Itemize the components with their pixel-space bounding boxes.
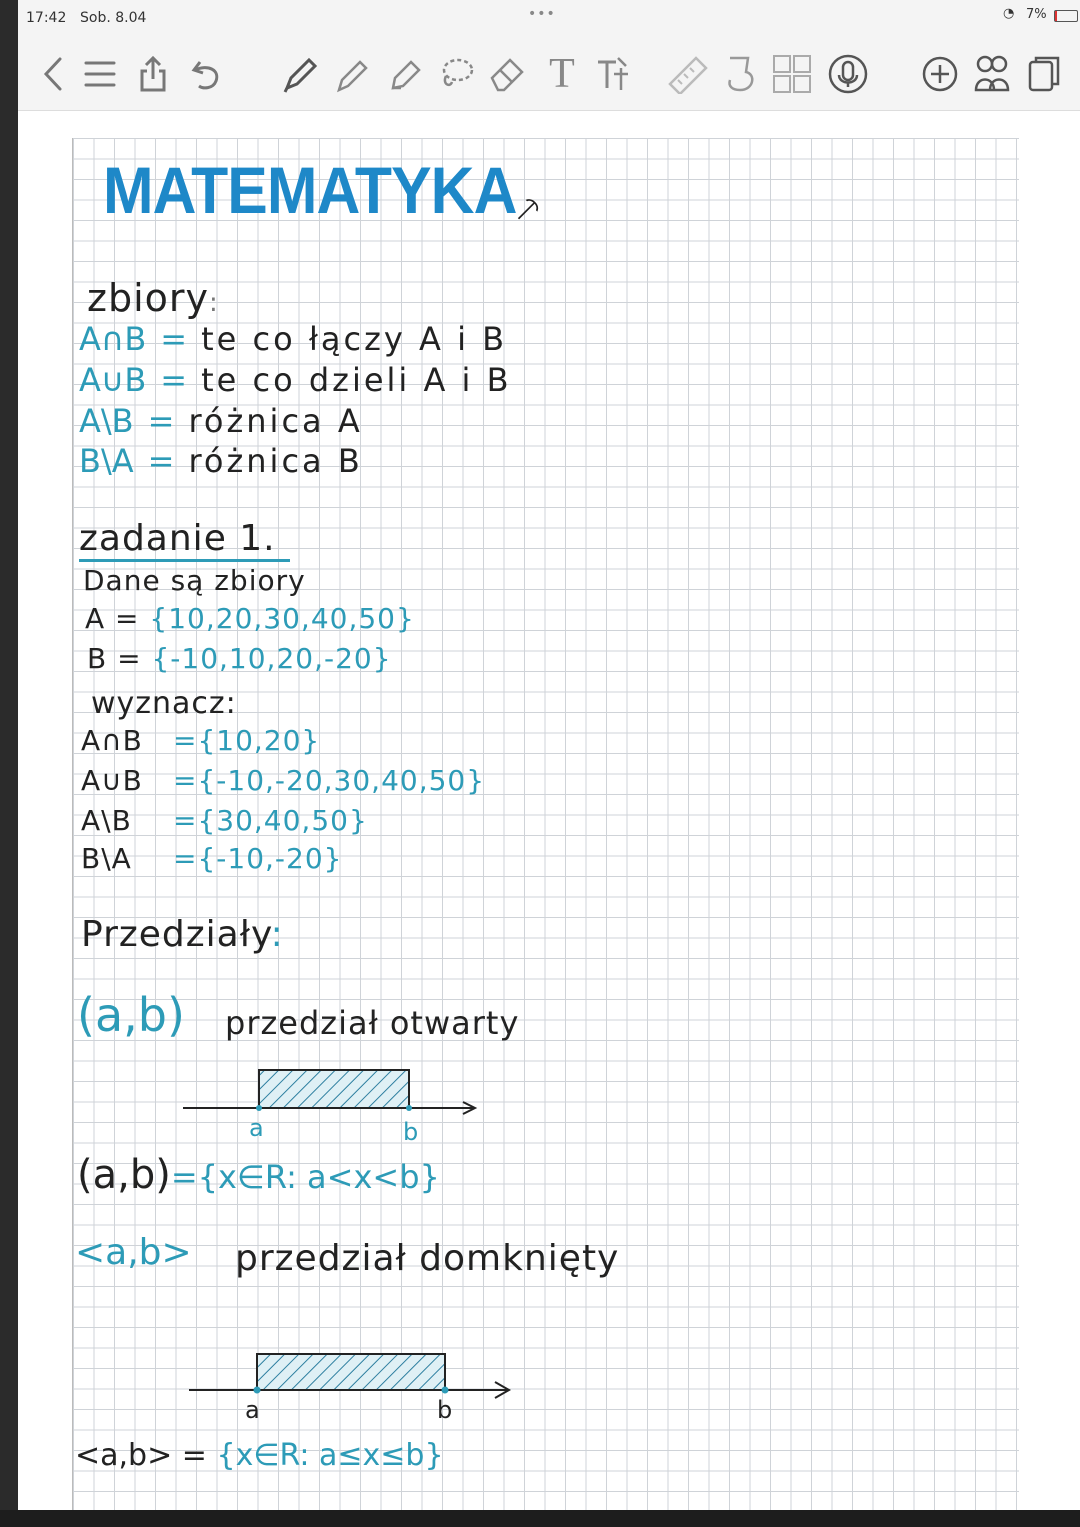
open-interval-label: przedział otwarty [225,1004,520,1042]
battery-percent: 7% [1026,7,1047,22]
task-heading: zadanie 1. [79,518,290,562]
closed-axis-label-a: a [245,1396,260,1424]
text-icon[interactable]: T [549,51,575,97]
device-frame-bottom [0,1510,1080,1527]
answer-difference-b: B\A ={-10,-20} [81,842,343,875]
ruler-icon[interactable] [666,52,710,96]
open-interval-notation: (a,b) [77,988,185,1042]
battery-icon [1054,10,1078,22]
pen-icon[interactable] [280,52,320,96]
menu-icon[interactable] [82,52,118,96]
set-a-definition: A = {10,20,30,40,50} [85,602,415,635]
scan-text-icon[interactable] [590,52,634,96]
answer-union: A∪B ={-10,-20,30,40,50} [81,764,486,797]
task-intro: Dane są zbiory [83,564,306,597]
open-axis-label-b: b [403,1118,419,1146]
closed-interval-diagram [181,1344,521,1414]
open-interval-definition: (a,b)={x∈R: a<x<b} [77,1152,440,1198]
lasso-icon[interactable] [436,52,476,96]
note-page[interactable] [72,138,1019,1510]
determine-label: wyznacz: [91,686,237,721]
closed-interval-notation: <a,b> [75,1232,192,1273]
sets-row-difference-a: A\B = różnica A [79,402,363,440]
intervals-heading: Przedziały: [81,914,284,955]
answer-intersection: A∩B ={10,20} [81,724,321,757]
toolbar [18,38,1080,111]
device-frame-left [0,0,18,1527]
sets-heading: zbiory: [87,276,219,320]
set-symbol: B\A [79,442,134,480]
sets-row-difference-b: B\A = różnica B [79,442,363,480]
interval-range [257,1354,445,1390]
set-symbol: A∩B [79,320,147,358]
title-decoration: ⸕ [513,185,543,231]
answer-difference-a: A\B ={30,40,50} [81,804,368,837]
status-date: Sob. 8.04 [80,10,147,26]
point-a [254,1387,261,1394]
note-title: MATEMATYKA [103,153,517,227]
share-icon[interactable] [136,52,170,96]
set-b-definition: B = {-10,10,20,-20} [87,642,392,675]
add-page-icon[interactable] [920,52,960,96]
wifi-icon: ◔ [1003,6,1015,21]
set-symbol: A\B [79,402,134,440]
collaborate-icon[interactable] [972,52,1012,96]
highlighter-icon[interactable] [384,52,424,96]
open-interval-diagram [173,1062,493,1142]
set-description: te co łączy A i B [201,320,508,358]
pencil-icon[interactable] [332,52,372,96]
back-chevron-icon[interactable] [38,52,68,96]
status-time: 17:42 [26,10,67,26]
eraser-icon[interactable] [488,52,528,96]
set-description: te co dzieli A i B [201,361,512,399]
microphone-icon[interactable] [826,52,870,96]
sets-row-union: A∪B = te co dzieli A i B [79,361,512,399]
pages-icon[interactable] [1024,52,1064,96]
undo-icon[interactable] [188,52,224,96]
closed-interval-label: przedział domknięty [235,1238,620,1279]
closed-axis-label-b: b [437,1396,453,1424]
point-a [256,1105,262,1111]
set-symbol: A∪B [79,361,147,399]
set-description: różnica A [188,402,363,440]
status-bar [18,0,1080,38]
set-description: różnica B [188,442,363,480]
stickers-icon[interactable] [770,52,814,96]
closed-interval-definition: <a,b> = {x∈R: a≤x≤b} [75,1438,444,1473]
sets-row-intersection: A∩B = te co łączy A i B [79,320,508,358]
point-b [442,1387,449,1394]
open-axis-label-a: a [249,1114,264,1142]
shapes-icon[interactable] [720,52,760,96]
point-b [406,1105,412,1111]
interval-range [259,1070,409,1108]
multitasking-dots-icon[interactable]: ••• [528,6,556,22]
